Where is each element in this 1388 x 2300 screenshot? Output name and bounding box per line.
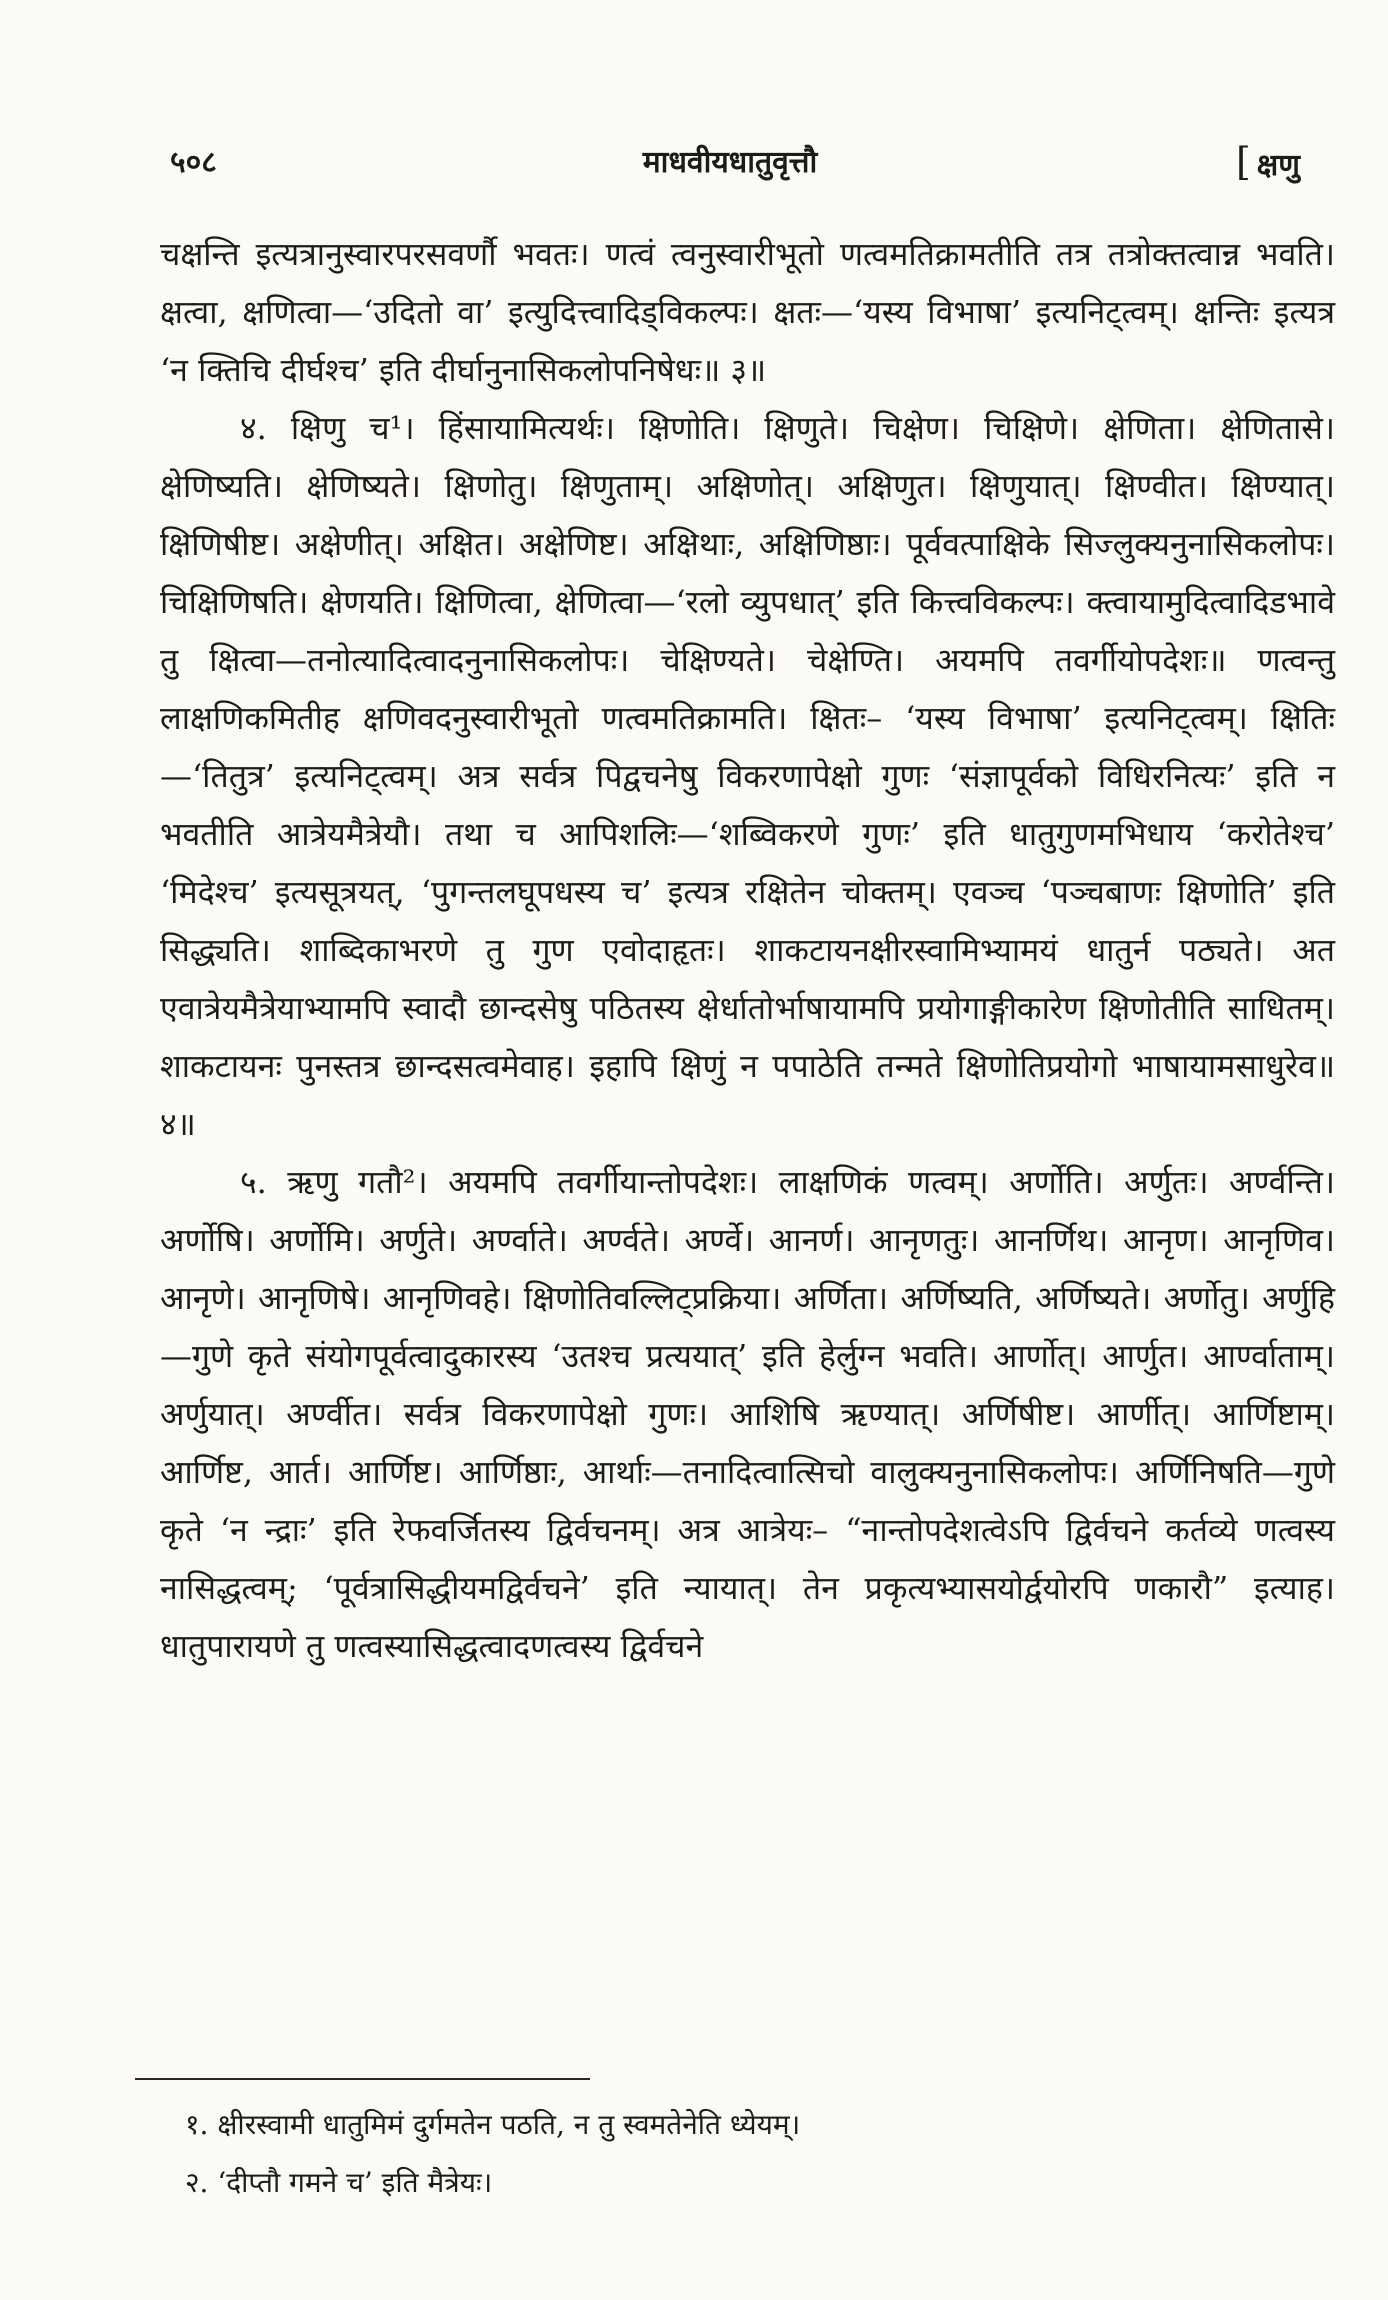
footnote-2: २. ‘दीप्तौ गमने च’ इति मैत्रेयः। <box>185 2166 493 2199</box>
bracket-mark: [ <box>1235 140 1251 184</box>
section-root-label: क्षणु <box>1256 148 1300 183</box>
page-number: ५०८ <box>170 145 217 180</box>
footnotes <box>185 2096 1285 2212</box>
paragraph-entry-5: ५. ऋणु गतौ²। अयमपि तवर्गीयान्तोपदेशः। लाक्षणिकं णत्वम्। अर्णोति। अर्णुतः। अर्ण्वन्ति। अर्णोषि। अर्णोमि। अर्णुते। अर्ण्वाते। अर्ण्वते। अर्ण्वे। आनर्ण। आनृणतुः। आनर्णिथ। आनृण। आनृणिव। आनृणे। आनृणिषे। आनृणिवहे। क्षिणोतिवल्लिट्प्रक्रिया। अर्णिता। अर्णिष्यति, अर्णिष्यते। अर्णोतु। अर्णुहि—गुणे कृते संयोगपूर्वत्वादुकारस्य ‘उतश्च प्रत्ययात्’ इति हेर्लुग्न भवति। आर्णोत्। आर्णुत। आर्ण्वाताम्। अर्णुयात्। अर्ण्वीत। सर्वत्र विकरणापेक्षो गुणः। आशिषि ऋण्यात्। अर्णिषीष्ट। आर्णीत्। आर्णिष्टाम्। आर्णिष्ट, आर्त। आर्णिष्ट। आर्णिष्ठाः, आर्थाः—तनादित्वात्सिचो वालुक्यनुनासिकलोपः। अर्णिनिषति—गुणे कृते ‘न न्द्राः’ इति रेफवर्जितस्य द्विर्वचनम्। अत्र आत्रेयः– “नान्तोपदेशत्वेऽपि द्विर्वचने कर्तव्ये णत्वस्य नासिद्धत्वम्; ‘पूर्वत्रासिद्धीयमद्विर्वचने’ इति न्यायात्। तेन प्रकृत्यभ्यासयोर्द्वयोरपि णकारौ” इत्याह। धातुपारायणे तु णत्वस्यासिद्धत्वादणत्वस्य द्विर्वचने <box>160 1163 1335 1665</box>
main-text <box>160 225 1335 1675</box>
page-header <box>160 140 1300 200</box>
paragraph-continuation: चक्षन्ति इत्यत्रानुस्वारपरसवर्णौ भवतः। णत्वं त्वनुस्वारीभूतो णत्वमतिक्रामतीति तत्र तत्रोक्तत्वान्न भवति। क्षत्वा, क्षणित्वा—‘उदितो वा’ इत्युदित्त्वादिड्विकल्पः। क्षतः—‘यस्य विभाषा’ इत्यनिट्त्वम्। क्षन्तिः इत्यत्र ‘न क्तिचि दीर्घश्च’ इति दीर्घानुनासिकलोपनिषेधः॥ ३॥ <box>160 235 1335 389</box>
footnote-1: १. क्षीरस्वामी धातुमिमं दुर्गमतेन पठति, न तु स्वमतेनेति ध्येयम्। <box>185 2108 801 2141</box>
running-title: माधवीयधातुवृत्तौ <box>642 145 818 180</box>
paragraph-entry-4: ४. क्षिणु च¹। हिंसायामित्यर्थः। क्षिणोति। क्षिणुते। चिक्षेण। चिक्षिणे। क्षेणिता। क्षेणितासे। क्षेणिष्यति। क्षेणिष्यते। क्षिणोतु। क्षिणुताम्। अक्षिणोत्। अक्षिणुत। क्षिणुयात्। क्षिण्वीत। क्षिण्यात्। क्षिणिषीष्ट। अक्षेणीत्। अक्षित। अक्षेणिष्ट। अक्षिथाः, अक्षिणिष्ठाः। पूर्ववत्पाक्षिके सिज्लुक्यनुनासिकलोपः। चिक्षिणिषति। क्षेणयति। क्षिणित्वा, क्षेणित्वा—‘रलो व्युपधात्’ इति कित्त्वविकल्पः। क्त्वायामुदित्वादिडभावे तु क्षित्वा—तनोत्यादित्वादनुनासिकलोपः। चेक्षिण्यते। चेक्षेण्ति। अयमपि तवर्गीयोपदेशः॥ णत्वन्तु लाक्षणिकमितीह क्षणिवदनुस्वारीभूतो णत्वमतिक्रामति। क्षितः– ‘यस्य विभाषा’ इत्यनिट्त्वम्। क्षितिः—‘तितुत्र’ इत्यनिट्त्वम्। अत्र सर्वत्र पिद्वचनेषु विकरणापेक्षो गुणः ‘संज्ञापूर्वको विधिरनित्यः’ इति न भवतीति आत्रेयमैत्रेयौ। तथा च आपिशलिः—‘शब्विकरणे गुणः’ इति धातुगुणमभिधाय ‘करोतेश्च’ ‘मिदेश्च’ इत्यसूत्रयत्, ‘पुगन्तलघूपधस्य च’ इत्यत्र रक्षितेन चोक्तम्। एवञ्च ‘पञ्चबाणः क्षिणोति’ इति सिद्ध्यति। शाब्दिकाभरणे तु गुण एवोदाहृतः। शाकटायनक्षीरस्वामिभ्यामयं धातुर्न पठ्यते। अत एवात्रेयमैत्रेयाभ्यामपि स्वादौ छान्दसेषु पठितस्य क्षेर्धातोर्भाषायामपि प्रयोगाङ्गीकारेण क्षिणोतीति साधितम्। शाकटायनः पुनस्तत्र छान्दसत्वमेवाह। इहापि क्षिणुं न पपाठेति तन्मते क्षिणोतिप्रयोगो भाषायामसाधुरेव॥ ४॥ <box>160 409 1335 1143</box>
section-root <box>1236 140 1300 184</box>
footnote-divider <box>135 2078 590 2080</box>
